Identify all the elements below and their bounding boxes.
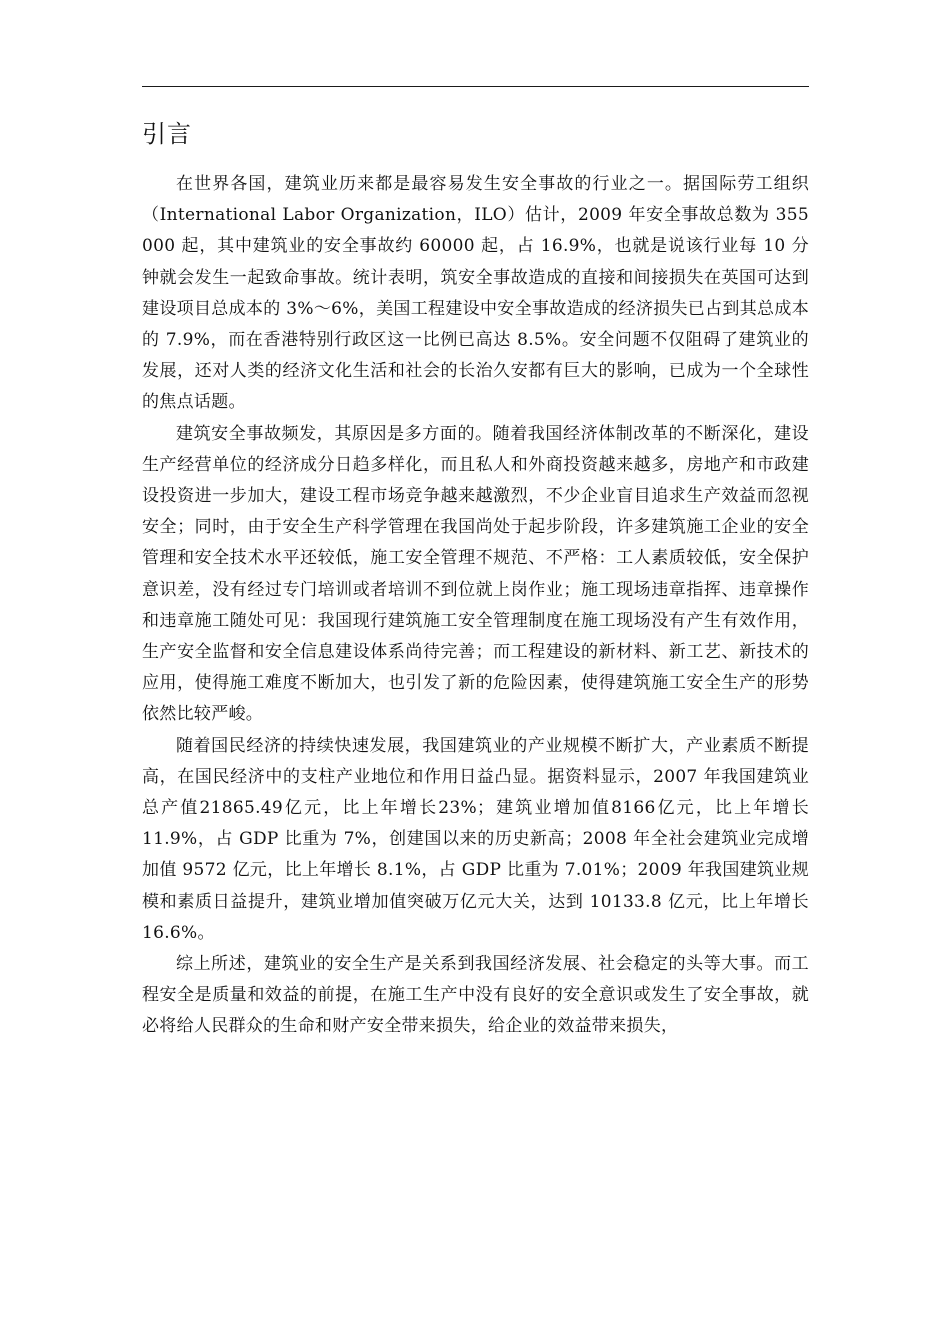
paragraph-1: 在世界各国，建筑业历来都是最容易发生安全事故的行业之一。据国际劳工组织（International Labor Organization，ILO）估计，2009 年安全事故总数为 355 000 起，其中建筑业的安全事故约 60000 起，占 16.9%，也就是说该行业每 10 分钟就会发生一起致命事故。统计表明，筑安全事故造成的直接和间接损失在英国可达到建设项目总成本的 3%～6%，美国工程建设中安全事故造成的经济损失已占到其总成本的 7.9%，而在香港特别行政区这一比例已高达 8.5%。安全问题不仅阻碍了建筑业的发展，还对人类的经济文化生活和社会的长治久安都有巨大的影响，已成为一个全球性的焦点话题。 [142, 174, 809, 413]
header-rule [142, 86, 809, 87]
paragraph-3: 随着国民经济的持续快速发展，我国建筑业的产业规模不断扩大，产业素质不断提高，在国民经济中的支柱产业地位和作用日益凸显。据资料显示，2007 年我国建筑业总产值21865.49亿元，比上年增长23%；建筑业增加值8166亿元，比上年增长 11.9%，占 GDP 比重为 7%，创建国以来的历史新高；2008 年全社会建筑业完成增加值 9572 亿元，比上年增长 8.1%，占 GDP 比重为 7.01%；2009 年我国建筑业规模和素质日益提升，建筑业增加值突破万亿元大关，达到 10133.8 亿元，比上年增长 16.6%。 [142, 735, 809, 943]
paragraph-2: 建筑安全事故频发，其原因是多方面的。随着我国经济体制改革的不断深化，建设生产经营单位的经济成分日趋多样化，而且私人和外商投资越来越多，房地产和市政建设投资进一步加大，建设工程市场竞争越来越激烈，不少企业盲目追求生产效益而忽视安全；同时，由于安全生产科学管理在我国尚处于起步阶段，许多建筑施工企业的安全管理和安全技术水平还较低，施工安全管理不规范、不严格：工人素质较低，安全保护意识差，没有经过专门培训或者培训不到位就上岗作业；施工现场违章指挥、违章操作和违章施工随处可见：我国现行建筑施工安全管理制度在施工现场没有产生有效作用，生产安全监督和安全信息建设体系尚待完善；而工程建设的新材料、新工艺、新技术的应用，使得施工难度不断加大，也引发了新的危险因素，使得建筑施工安全生产的形势依然比较严峻。 [142, 423, 809, 725]
paragraph-4: 综上所述，建筑业的安全生产是关系到我国经济发展、社会稳定的头等大事。而工程安全是质量和效益的前提，在施工生产中没有良好的安全意识或发生了安全事故，就必将给人民群众的生命和财产安全带来损失，给企业的效益带来损失， [142, 954, 809, 1037]
section-heading: 引言 [142, 120, 192, 148]
body-text [142, 169, 809, 1043]
